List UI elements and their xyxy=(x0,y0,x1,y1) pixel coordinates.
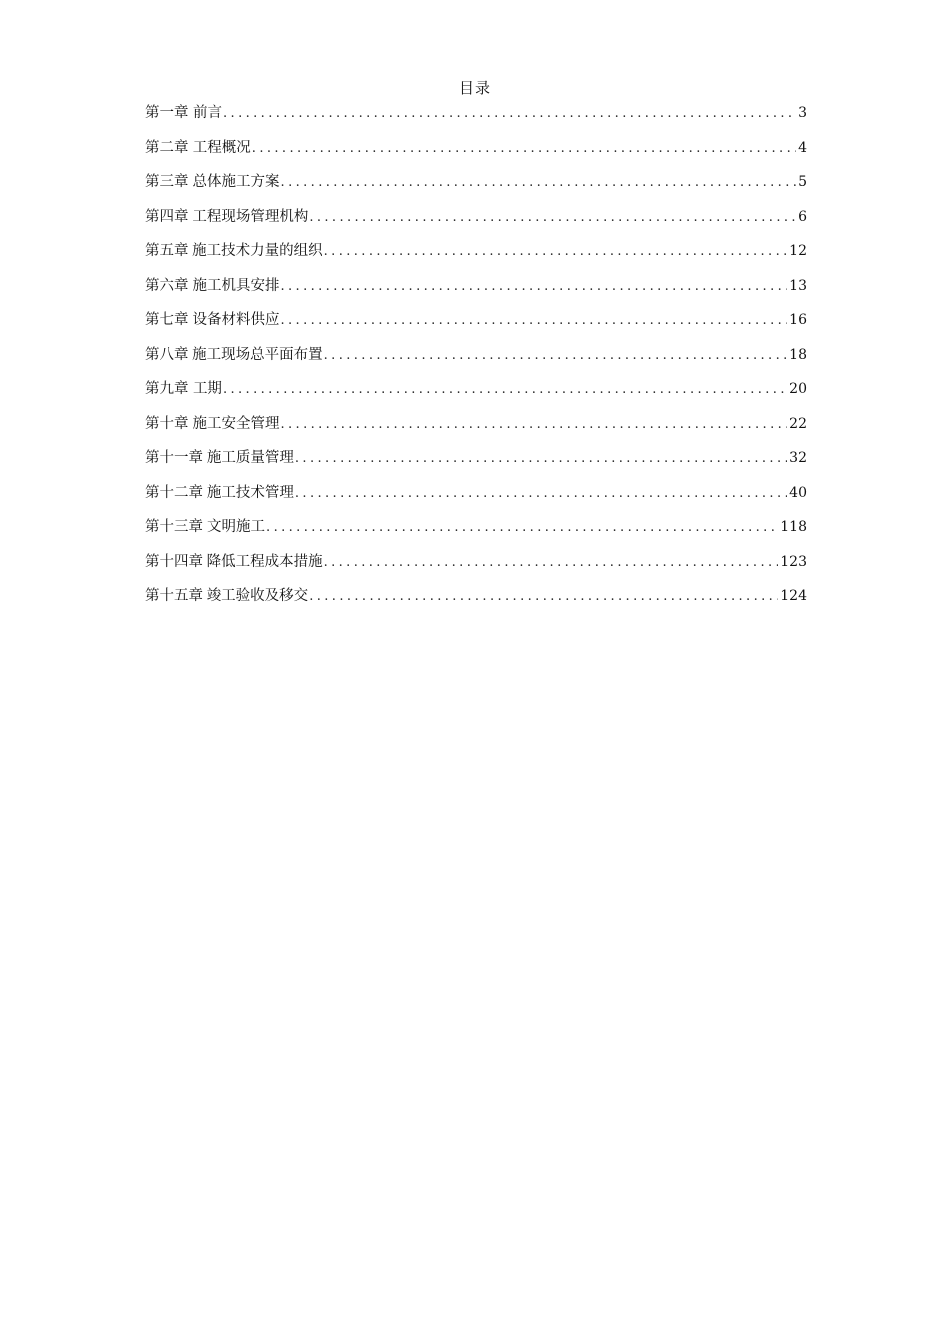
toc-chapter-title: 施工质量管理 xyxy=(206,450,294,466)
toc-dot-leader xyxy=(324,241,788,263)
toc-page-number: 12 xyxy=(789,243,807,259)
toc-page-number: 18 xyxy=(789,346,807,363)
toc-entry[interactable] xyxy=(145,240,807,275)
toc-entry[interactable] xyxy=(145,516,807,551)
toc-page-number: 124 xyxy=(780,588,807,604)
toc-dot-leader xyxy=(295,483,787,505)
toc-dot-leader xyxy=(309,207,796,229)
toc-page-number: 5 xyxy=(798,174,807,190)
toc-entry[interactable] xyxy=(145,585,807,620)
toc-entry[interactable] xyxy=(145,275,807,310)
toc-dot-leader xyxy=(295,448,787,470)
toc-chapter-title: 施工技术力量的组织 xyxy=(192,243,323,259)
toc-dot-leader xyxy=(280,310,787,332)
toc-chapter-number: 第十三章 xyxy=(145,519,203,535)
toc-entry[interactable] xyxy=(145,309,807,344)
toc-page-number: 4 xyxy=(798,139,807,156)
toc-dot-leader xyxy=(324,552,779,574)
toc-chapter-number: 第十四章 xyxy=(145,553,203,570)
toc-chapter-title: 施工技术管理 xyxy=(206,484,294,501)
toc-chapter-number: 第一章 xyxy=(145,105,189,121)
toc-page-number: 123 xyxy=(780,553,807,570)
toc-entry[interactable] xyxy=(145,102,807,137)
toc-chapter-number: 第二章 xyxy=(145,139,189,156)
toc-page-number: 32 xyxy=(789,450,807,466)
toc-dot-leader xyxy=(280,276,787,298)
toc-title: 目录 xyxy=(458,79,491,97)
toc-chapter-title: 工程概况 xyxy=(192,139,251,156)
toc-chapter-title: 竣工验收及移交 xyxy=(206,588,309,604)
toc-dot-leader xyxy=(252,138,796,160)
toc-entry[interactable] xyxy=(145,378,807,413)
toc-entry[interactable] xyxy=(145,551,807,586)
toc-chapter-title: 总体施工方案 xyxy=(192,174,280,190)
toc-chapter-title: 施工现场总平面布置 xyxy=(192,346,323,363)
toc-page-number: 22 xyxy=(789,415,807,432)
toc-page-number: 118 xyxy=(780,519,807,535)
toc-page-number: 13 xyxy=(789,277,807,294)
toc-chapter-title: 降低工程成本措施 xyxy=(206,553,323,570)
toc-chapter-title: 文明施工 xyxy=(207,519,266,535)
toc-entry[interactable] xyxy=(145,206,807,241)
toc-dot-leader xyxy=(309,586,778,608)
toc-chapter-number: 第十章 xyxy=(145,415,189,432)
table-of-contents xyxy=(145,102,807,620)
toc-dot-leader xyxy=(223,103,796,125)
toc-chapter-title: 设备材料供应 xyxy=(192,312,280,328)
toc-chapter-title: 施工安全管理 xyxy=(192,415,280,432)
toc-entry[interactable] xyxy=(145,344,807,379)
toc-chapter-number: 第四章 xyxy=(145,208,189,225)
toc-dot-leader xyxy=(324,345,788,367)
toc-page-number: 3 xyxy=(798,105,807,121)
toc-dot-leader xyxy=(266,517,778,539)
toc-page-number: 16 xyxy=(789,312,807,328)
toc-chapter-title: 前言 xyxy=(193,105,222,121)
toc-chapter-number: 第七章 xyxy=(145,312,189,328)
toc-entry[interactable] xyxy=(145,413,807,448)
toc-dot-leader xyxy=(223,379,787,401)
toc-chapter-number: 第三章 xyxy=(145,174,189,190)
toc-chapter-title: 施工机具安排 xyxy=(192,277,280,294)
toc-page-number: 20 xyxy=(789,381,807,397)
toc-dot-leader xyxy=(281,172,797,194)
toc-chapter-title: 工期 xyxy=(192,381,222,397)
toc-chapter-number: 第八章 xyxy=(145,346,189,363)
toc-chapter-title: 工程现场管理机构 xyxy=(192,208,309,225)
toc-page-number: 6 xyxy=(798,208,807,225)
toc-chapter-number: 第十五章 xyxy=(145,588,203,604)
toc-dot-leader xyxy=(280,414,787,436)
toc-chapter-number: 第五章 xyxy=(145,243,189,259)
toc-chapter-number: 第十一章 xyxy=(145,450,203,466)
toc-chapter-number: 第九章 xyxy=(145,381,189,397)
toc-entry[interactable] xyxy=(145,171,807,206)
toc-entry[interactable] xyxy=(145,447,807,482)
toc-page-number: 40 xyxy=(789,484,807,501)
toc-entry[interactable] xyxy=(145,137,807,172)
toc-entry[interactable] xyxy=(145,482,807,517)
toc-chapter-number: 第十二章 xyxy=(145,484,203,501)
toc-chapter-number: 第六章 xyxy=(145,277,189,294)
